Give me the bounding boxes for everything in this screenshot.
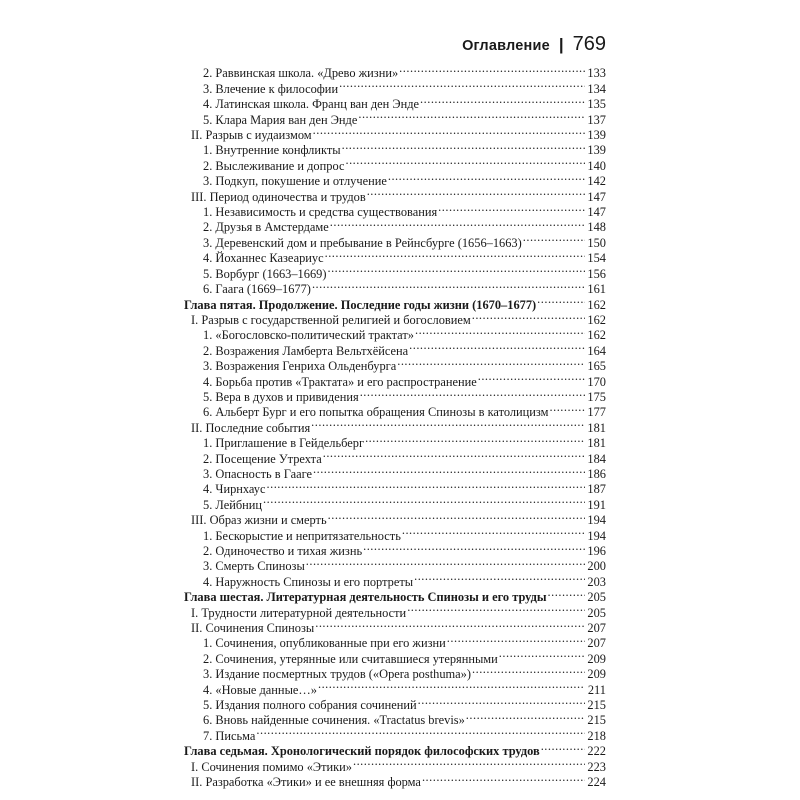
table-of-contents [184,62,606,790]
toc-entry-page: 139 [587,143,606,158]
dot-leader [256,724,585,739]
dot-leader [318,678,585,693]
dot-leader [397,355,585,370]
toc-entry-title: 2. Друзья в Амстердаме [203,220,329,235]
toc-entry-page: 142 [587,174,606,189]
toc-entry-title: 1. «Богословско-политический трактат» [203,328,414,343]
dot-leader [447,632,585,647]
toc-entry-page: 134 [587,81,606,96]
toc-entry-title: 2. Посещение Утрехта [203,451,322,466]
header-title: Оглавление [462,38,550,54]
dot-leader [402,524,585,539]
toc-entry-page: 170 [587,374,606,389]
toc-entry-page: 224 [587,775,606,790]
toc-entry-title: 6. Альберт Бург и его попытка обращения Спинозы в католицизм [203,405,549,420]
toc-entry-title: 2. Одиночество и тихая жизнь [203,544,363,558]
dot-leader [365,432,585,447]
dot-leader [541,740,585,755]
toc-entry-row [184,62,606,81]
toc-entry-page: 165 [587,359,606,374]
toc-entry-title: 1. Сочинения, опубликованные при его жизни [203,636,446,651]
dot-leader [409,339,585,354]
dot-leader [267,478,586,493]
dot-leader [360,386,585,401]
toc-entry-title: I. Трудности литературной деятельности [191,605,407,620]
toc-entry-page: 147 [587,189,606,204]
toc-entry-title: I. Сочинения помимо «Этики» [191,759,352,774]
dot-leader [367,185,585,200]
dot-leader [311,416,585,431]
dot-leader [415,324,585,339]
toc-entry-title: 3. Смерть Спинозы [203,559,305,574]
toc-entry-page: 161 [587,282,606,297]
toc-entry-page: 207 [587,636,606,651]
toc-entry-title: 4. Чирнхаус [203,482,266,497]
toc-entry-title: Глава шестая. Литературная деятельность Спинозы и его труды [184,590,547,605]
dot-leader [478,370,585,385]
dot-leader [414,570,585,585]
dot-leader [327,262,585,277]
toc-entry-title: 2. Сочинения, утерянные или считавшиеся утерянными [203,651,498,666]
running-header [462,33,606,56]
toc-entry-page: 140 [587,158,606,173]
toc-entry-title: 4. Наружность Спинозы и его портреты [203,574,414,589]
toc-entry-title: 3. Влечение к философии [203,81,339,96]
dot-leader [263,493,585,508]
toc-entry-title: 6. Гаага (1669–1677) [203,282,311,297]
toc-entry-title: 1. Бескорыстие и непритязательность [203,528,401,543]
toc-entry-page: 150 [587,235,606,250]
toc-entry-page: 222 [587,744,606,759]
toc-entry-title: II. Разрыв с иудаизмом [191,128,312,143]
dot-leader [330,216,585,231]
dot-leader [312,278,585,293]
toc-entry-page: 156 [587,266,606,281]
toc-entry-page: 203 [587,574,606,589]
dot-leader [537,293,585,308]
dot-leader [407,601,585,616]
toc-entry-title: 3. Подкуп, покушение и отлучение [203,174,387,189]
toc-entry-page: 154 [587,251,606,266]
dot-leader [422,771,585,786]
toc-entry-title: 5. Ворбург (1663–1669) [203,266,327,281]
toc-entry-page: 139 [587,128,606,143]
toc-entry-page: 162 [587,297,606,312]
toc-entry-title: 2. Выслеживание и допрос [203,158,345,173]
toc-entry-title: 4. Йоханнес Казеариус [203,251,324,266]
dot-leader [418,694,585,709]
dot-leader [315,617,585,632]
toc-entry-page: 133 [587,66,606,81]
toc-entry-title: 2. Раввинская школа. «Древо жизни» [203,66,399,81]
toc-entry-page: 200 [587,559,606,574]
toc-entry-title: 4. «Новые данные…» [203,682,317,697]
toc-entry-title: 1. Внутренние конфликты [203,143,341,158]
toc-entry-page: 218 [587,728,606,743]
toc-entry-title: 5. Вера в духов и привидения [203,389,359,404]
toc-entry-page: 205 [587,590,606,605]
toc-entry-page: 162 [587,312,606,327]
toc-entry-title: 2. Возражения Ламберта Вельтхёйсена [203,343,409,358]
dot-leader [342,139,585,154]
dot-leader [472,309,585,324]
toc-entry-title: 7. Письма [203,728,256,743]
toc-entry-page: 184 [587,451,606,466]
dot-leader [325,247,585,262]
toc-entry-title: 4. Борьба против «Трактата» и его распространение [203,374,477,389]
toc-entry-page: 148 [587,220,606,235]
toc-entry-title: 3. Деревенский дом и пребывание в Рейнсбурге (1656–1663) [203,235,522,250]
toc-entry-page: 194 [587,513,606,528]
dot-leader [313,124,585,139]
toc-entry-page: 175 [587,389,606,404]
dot-leader [438,201,585,216]
dot-leader [339,77,585,92]
toc-entry-page: 215 [587,713,606,728]
dot-leader [345,154,585,169]
toc-entry-page: 209 [587,667,606,682]
toc-entry-page: 135 [587,97,606,112]
toc-entry-title: 3. Возражения Генриха Ольденбурга [203,359,397,374]
toc-entry-title: 5. Лейбниц [203,497,263,512]
toc-entry-title: 3. Опасность в Гааге [203,466,312,481]
toc-entry-page: 187 [587,482,606,497]
dot-leader [363,540,585,555]
toc-entry-page: 209 [587,651,606,666]
dot-leader [353,755,585,770]
toc-entry-page: 181 [587,420,606,435]
toc-entry-page: 147 [587,205,606,220]
dot-leader [399,62,585,77]
toc-entry-page: 177 [587,405,606,420]
toc-entry-page: 162 [587,328,606,343]
dot-leader [420,93,585,108]
toc-entry-title: 3. Издание посмертных трудов («Opera posthuma») [203,667,471,682]
toc-entry-title: 1. Независимость и средства существования [203,205,438,220]
toc-entry-page: 186 [587,466,606,481]
header-separator: | [558,35,564,54]
dot-leader [499,647,585,662]
toc-entry-page: 215 [587,698,606,713]
toc-entry-title: 5. Клара Мария ван ден Энде [203,112,358,127]
toc-entry-title: I. Разрыв с государственной религией и богословием [191,312,471,327]
dot-leader [523,231,585,246]
toc-entry-title: Глава пятая. Продолжение. Последние годы жизни (1670–1677) [184,297,537,312]
dot-leader [550,401,586,416]
dot-leader [472,663,585,678]
toc-entry-title: III. Образ жизни и смерть [191,513,327,528]
toc-entry-page: 194 [587,528,606,543]
header-page-number: 769 [572,33,606,55]
toc-entry-page: 223 [587,759,606,774]
toc-entry-page: 191 [587,497,606,512]
dot-leader [313,463,585,478]
toc-entry-title: II. Разработка «Этики» и ее внешняя форма [191,775,421,790]
toc-entry-page: 164 [587,343,606,358]
toc-entry-title: 4. Латинская школа. Франц ван ден Энде [203,97,420,112]
dot-leader [328,509,585,524]
toc-entry-page: 207 [587,621,606,636]
toc-entry-title: 6. Вновь найденные сочинения. «Tractatus brevis» [203,713,465,728]
toc-entry-page: 211 [587,682,606,697]
toc-entry-page: 196 [587,544,606,558]
toc-entry-title: Глава седьмая. Хронологический порядок философских трудов [184,744,540,759]
toc-entry-title: II. Последние события [191,420,311,435]
dot-leader [306,555,585,570]
dot-leader [548,586,585,601]
toc-entry-title: III. Период одиночества и трудов [191,189,366,204]
toc-entry-page: 205 [587,605,606,620]
dot-leader [466,709,585,724]
toc-entry-title: 5. Издания полного собрания сочинений [203,698,417,713]
dot-leader [388,170,585,185]
toc-entry-title: II. Сочинения Спинозы [191,621,315,636]
toc-entry-page: 137 [587,112,606,127]
dot-leader [358,108,585,123]
toc-entry-page: 181 [587,436,606,451]
dot-leader [323,447,585,462]
toc-entry-title: 1. Приглашение в Гейдельберг [203,436,365,451]
